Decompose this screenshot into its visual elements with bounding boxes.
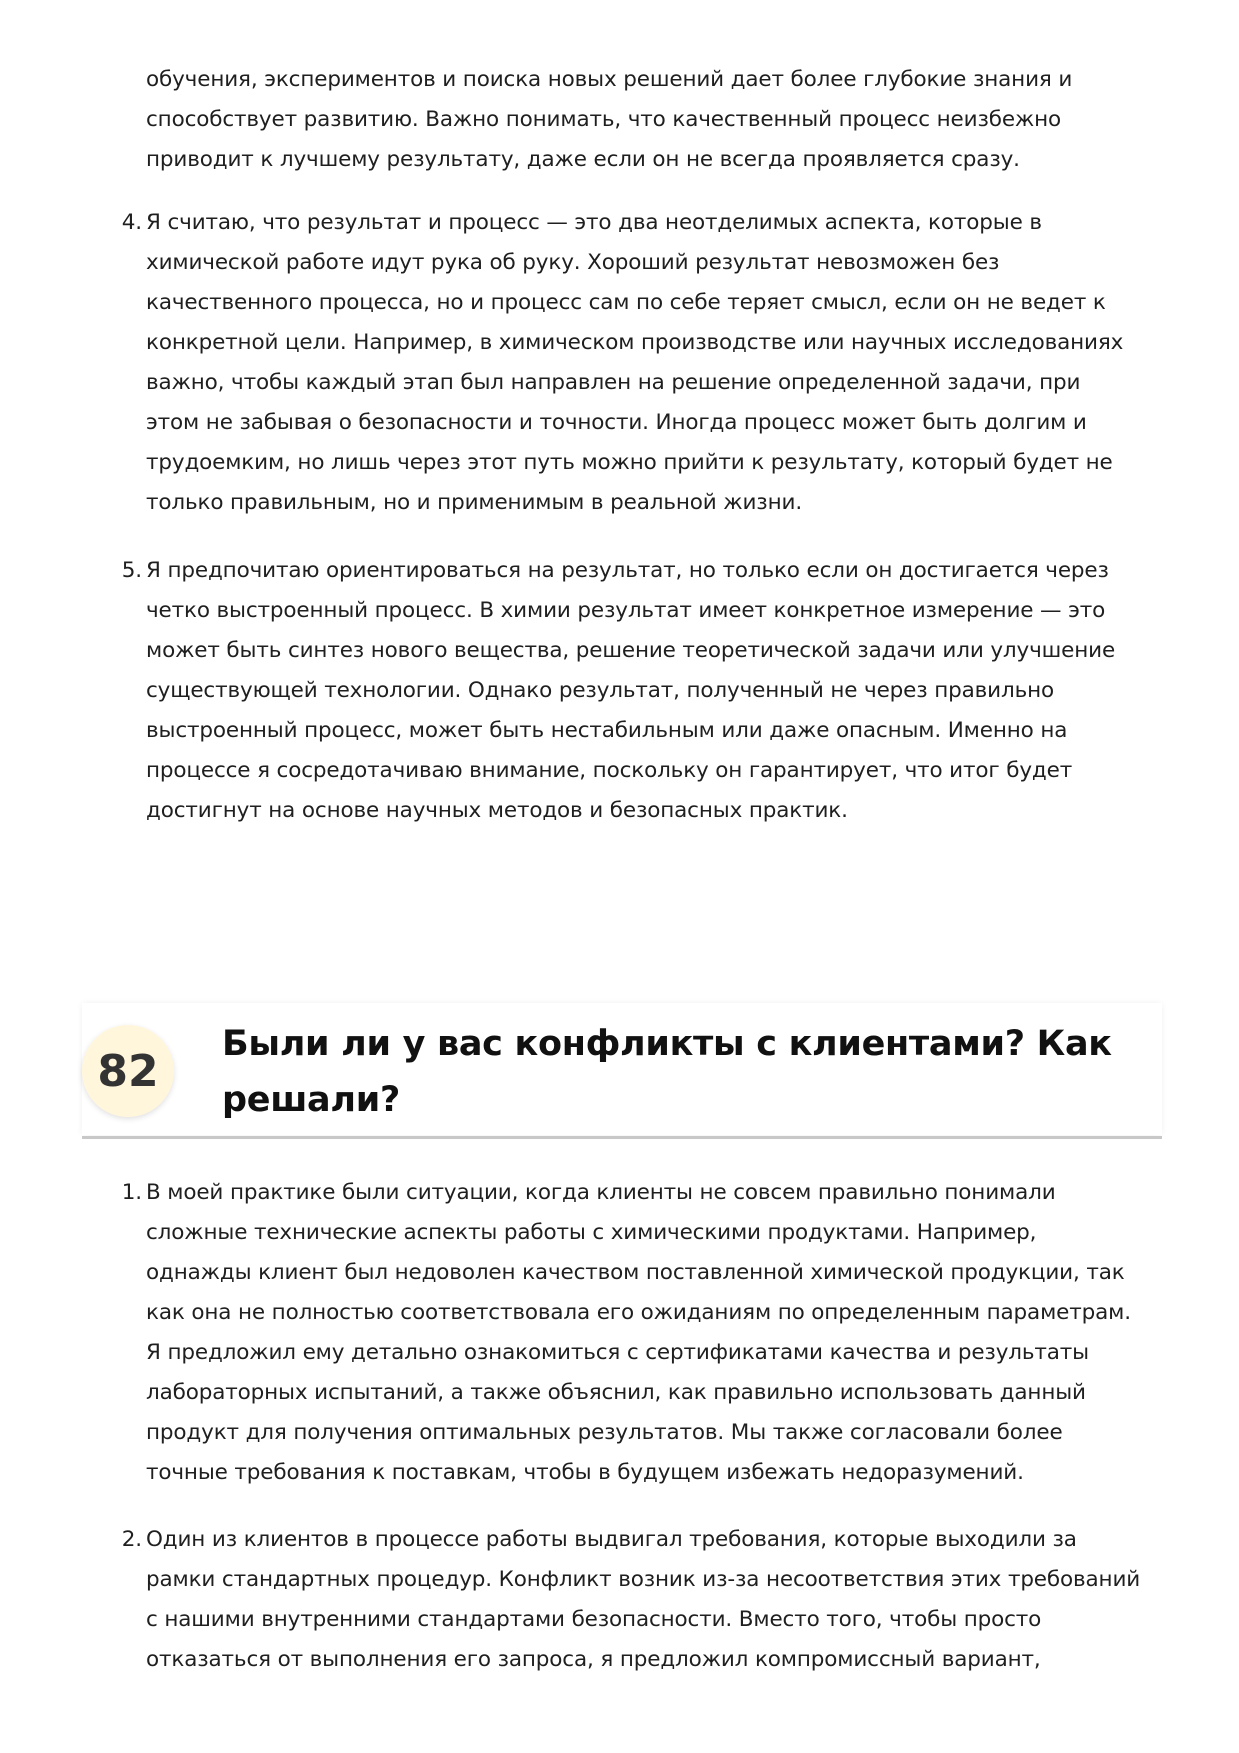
question-title: [222, 1016, 1152, 1128]
text-line: точные требования к поставкам, чтобы в будущем избежать недоразумений.: [146, 1460, 1024, 1485]
text-line: сложные технические аспекты работы с химическими продуктами. Например,: [146, 1220, 1037, 1245]
text-line: качественного процесса, но и процесс сам по себе теряет смысл, если он не ведет к: [146, 290, 1106, 315]
text-line: трудоемким, но лишь через этот путь можно прийти к результату, который будет не: [146, 450, 1113, 475]
text-line: лабораторных испытаний, а также объяснил, как правильно использовать данный: [146, 1380, 1086, 1405]
text-line: отказаться от выполнения его запроса, я предложил компромиссный вариант,: [146, 1647, 1041, 1672]
text-line: приводит к лучшему результату, даже если он не всегда проявляется сразу.: [146, 147, 1020, 172]
text-line: Я предпочитаю ориентироваться на результат, но только если он достигается через: [146, 558, 1109, 583]
list-number: 5.: [121, 558, 142, 583]
text-line: однажды клиент был недоволен качеством поставленной химической продукции, так: [146, 1260, 1125, 1285]
text-line: четко выстроенный процесс. В химии результат имеет конкретное измерение — это: [146, 598, 1106, 623]
text-line: способствует развитию. Важно понимать, что качественный процесс неизбежно: [146, 107, 1062, 132]
text-line: как она не полностью соответствовала его ожиданиям по определенным параметрам.: [146, 1300, 1131, 1325]
list-item-3-continuation: [146, 60, 1156, 180]
text-line: Один из клиентов в процессе работы выдвигал требования, которые выходили за: [146, 1527, 1077, 1552]
text-line: конкретной цели. Например, в химическом производстве или научных исследованиях: [146, 330, 1124, 355]
answer-item-1: [121, 1173, 1156, 1493]
text-line: продукт для получения оптимальных результатов. Мы также согласовали более: [146, 1420, 1063, 1445]
text-line: с нашими внутренними стандартами безопасности. Вместо того, чтобы просто: [146, 1607, 1042, 1632]
text-line: обучения, экспериментов и поиска новых решений дает более глубокие знания и: [146, 67, 1073, 92]
text-line: Я предложил ему детально ознакомиться с сертификатами качества и результаты: [146, 1340, 1089, 1365]
list-item-4: [121, 203, 1156, 523]
list-number: 4.: [121, 210, 142, 235]
list-number: 1.: [121, 1180, 142, 1205]
list-item-5: [121, 551, 1156, 831]
text-line: Я считаю, что результат и процесс — это два неотделимых аспекта, которые в: [146, 210, 1042, 235]
answer-item-2: [121, 1520, 1156, 1680]
text-line: может быть синтез нового вещества, решение теоретической задачи или улучшение: [146, 638, 1116, 663]
text-line: химической работе идут рука об руку. Хороший результат невозможен без: [146, 250, 1000, 275]
text-line: этом не забывая о безопасности и точности. Иногда процесс может быть долгим и: [146, 410, 1087, 435]
text-line: рамки стандартных процедур. Конфликт возник из-за несоответствия этих требований: [146, 1567, 1141, 1592]
text-line: достигнут на основе научных методов и безопасных практик.: [146, 798, 848, 823]
text-line: важно, чтобы каждый этап был направлен на решение определенной задачи, при: [146, 370, 1081, 395]
text-line: процессе я сосредотачиваю внимание, поскольку он гарантирует, что итог будет: [146, 758, 1073, 783]
question-number-badge: 82: [82, 1025, 174, 1117]
title-line: Были ли у вас конфликты с клиентами? Как: [222, 1024, 1112, 1064]
text-line: В моей практике были ситуации, когда клиенты не совсем правильно понимали: [146, 1180, 1056, 1205]
title-line: решали?: [222, 1080, 400, 1120]
list-number: 2.: [121, 1527, 142, 1552]
text-line: выстроенный процесс, может быть нестабильным или даже опасным. Именно на: [146, 718, 1068, 743]
header-divider: [82, 1136, 1162, 1139]
text-line: только правильным, но и применимым в реальной жизни.: [146, 490, 803, 515]
text-line: существующей технологии. Однако результат, полученный не через правильно: [146, 678, 1055, 703]
